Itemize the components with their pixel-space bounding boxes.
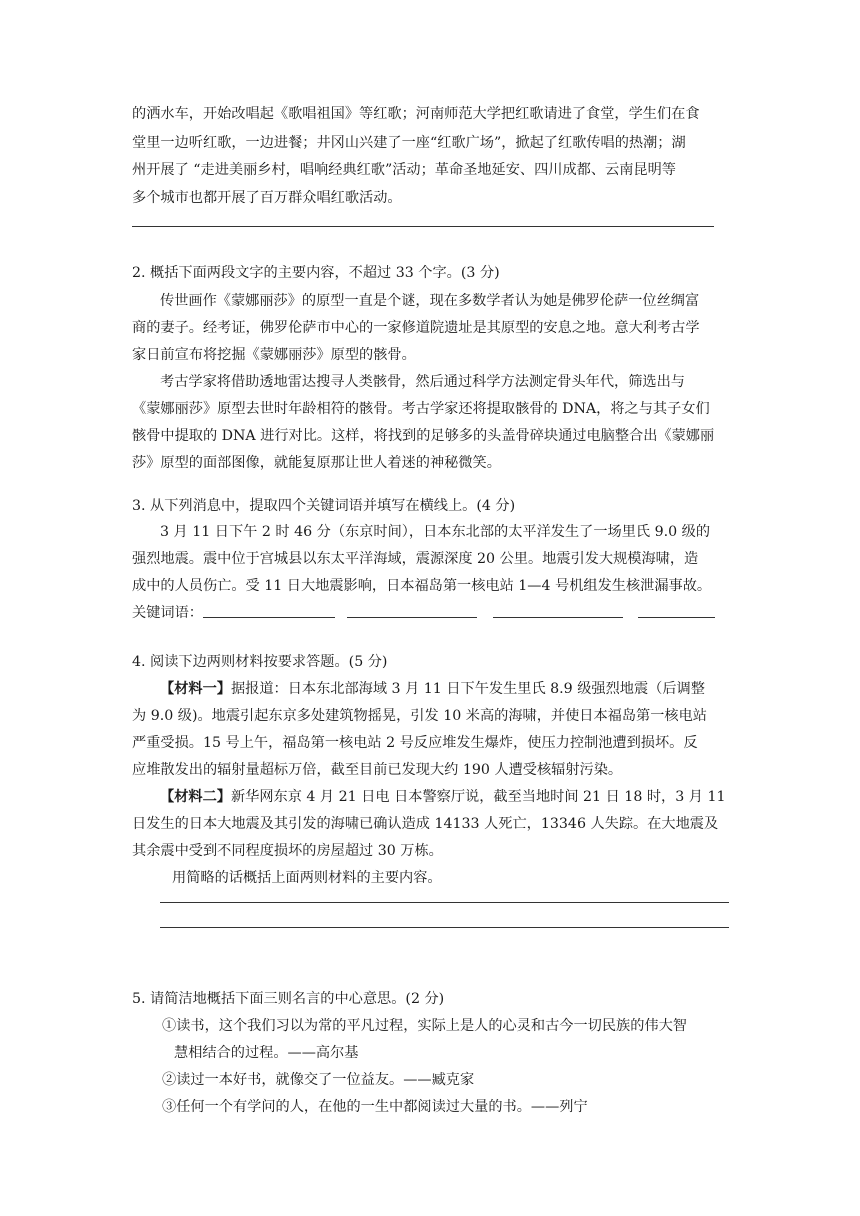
question-3-heading: 3. 从下列消息中，提取四个关键词语并填写在横线上。(4 分) — [132, 498, 516, 514]
quote-1-cont: 慧相结合的过程。——高尔基 — [174, 1045, 359, 1061]
paragraph-line: 考古学家将借助透地雷达搜寻人类骸骨，然后通过科学方法测定骨头年代，筛选出与 — [160, 374, 685, 390]
paragraph-line: 莎》原型的面部图像，就能复原那让世人着迷的神秘微笑。 — [132, 455, 501, 471]
paragraph-line: 的洒水车，开始改唱起《歌唱祖国》等红歌；河南师范大学把红歌请进了食堂，学生们在食 — [132, 106, 700, 122]
material-1-label: 【材料一】 — [160, 681, 231, 697]
paragraph-line: 家日前宣布将挖掘《蒙娜丽莎》原型的骸骨。 — [132, 347, 416, 363]
material-2-text: 新华网东京 4 月 21 日电 日本警察厅说，截至当地时间 21 日 18 时，3 月 11 — [230, 789, 726, 805]
paragraph-line: 多个城市也都开展了百万群众唱红歌活动。 — [132, 190, 402, 206]
answer-line[interactable] — [160, 927, 729, 928]
keyword-blank-3[interactable] — [493, 617, 623, 618]
question-5-heading: 5. 请简洁地概括下面三则名言的中心意思。(2 分) — [132, 991, 445, 1007]
paragraph-line: 堂里一边听红歌，一边进餐；井冈山兴建了一座“红歌广场”，掀起了红歌传唱的热潮；湖 — [132, 135, 686, 151]
instruction-text: 用简略的话概括上面两则材料的主要内容。 — [172, 870, 442, 886]
keyword-blank-1[interactable] — [203, 617, 335, 618]
keyword-blank-2[interactable] — [347, 617, 477, 618]
paragraph-line: 严重受损。15 号上午，福岛第一核电站 2 号反应堆发生爆炸，使压力控制池遭到损坏。反 — [132, 735, 698, 751]
material-2-label: 【材料二】 — [160, 789, 231, 805]
answer-line[interactable] — [132, 226, 714, 227]
paragraph-line: 3 月 11 日下午 2 时 46 分（东京时间），日本东北部的太平洋发生了一场里氏 9.0 级的 — [160, 524, 711, 540]
paragraph-line: 州开展了 “走进美丽乡村，唱响经典红歌”活动；革命圣地延安、四川成都、云南昆明等 — [132, 162, 676, 178]
paragraph-line: 日发生的日本大地震及其引发的海啸已确认造成 14133 人死亡，13346 人失踪。在大地震及 — [132, 816, 719, 832]
paragraph-line: 骸骨中提取的 DNA 进行对比。这样，将找到的足够多的头盖骨碎块通过电脑整合出《蒙娜丽 — [132, 428, 715, 444]
quote-3: ③任何一个有学问的人，在他的一生中都阅读过大量的书。——列宁 — [162, 1099, 588, 1115]
paragraph-line: 商的妻子。经考证，佛罗伦萨市中心的一家修道院遗址是其原型的安息之地。意大利考古学 — [132, 320, 700, 336]
paragraph-line: 《蒙娜丽莎》原型去世时年龄相符的骸骨。考古学家还将提取骸骨的 DNA，将之与其子女们 — [132, 401, 710, 417]
keyword-blank-4[interactable] — [638, 617, 715, 618]
keyword-label: 关键词语： — [132, 605, 203, 621]
paragraph-line: 应堆散发出的辐射量超标万倍，截至目前已发现大约 190 人遭受核辐射污染。 — [132, 762, 623, 778]
paragraph-line: 为 9.0 级)。地震引起东京多处建筑物摇晃，引发 10 米高的海啸，并使日本福岛第一核电站 — [132, 708, 707, 724]
paragraph-line: 强烈地震。震中位于宫城县以东太平洋海域，震源深度 20 公里。地震引发大规模海啸，造 — [132, 551, 699, 567]
paragraph-line: 其余震中受到不同程度损坏的房屋超过 30 万栋。 — [132, 843, 443, 859]
answer-line[interactable] — [160, 902, 729, 903]
paragraph-line: 成中的人员伤亡。受 11 日大地震影响，日本福岛第一核电站 1—4 号机组发生核泄漏事故。 — [132, 578, 712, 594]
quote-2: ②读过一本好书，就像交了一位益友。——臧克家 — [162, 1072, 475, 1088]
question-2-heading: 2. 概括下面两段文字的主要内容，不超过 33 个字。(3 分) — [132, 265, 500, 281]
material-1-text: 据报道：日本东北部海域 3 月 11 日下午发生里氏 8.9 级强烈地震（后调整 — [230, 681, 705, 697]
material-1-line — [160, 679, 705, 699]
quote-1: ①读书，这个我们习以为常的平凡过程，实际上是人的心灵和古今一切民族的伟大智 — [162, 1018, 687, 1034]
question-4-heading: 4. 阅读下边两则材料按要求答题。(5 分) — [132, 654, 388, 670]
paragraph-line: 传世画作《蒙娜丽莎》的原型一直是个谜，现在多数学者认为她是佛罗伦萨一位丝绸富 — [160, 293, 700, 309]
material-2-line — [160, 787, 726, 807]
